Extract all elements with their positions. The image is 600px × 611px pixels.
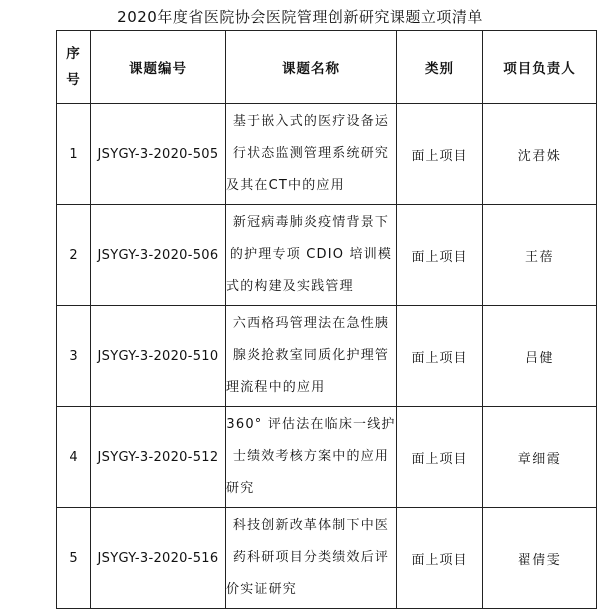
row-serial-number: 3	[57, 306, 91, 407]
row-project-lead: 王蓓	[483, 205, 597, 306]
row-serial-number: 4	[57, 407, 91, 508]
table-row	[57, 104, 597, 205]
row-serial-number: 5	[57, 508, 91, 609]
table-row	[57, 306, 597, 407]
row-project-name: 新冠病毒肺炎疫情背景下的护理专项 CDIO 培训模式的构建及实践管理	[226, 205, 397, 306]
header-serial-line2: 号	[66, 72, 81, 88]
row-project-code: JSYGY-3-2020-506	[91, 205, 226, 306]
page-title: 2020年度省医院协会医院管理创新研究课题立项清单	[117, 8, 483, 26]
row-serial-number: 2	[57, 205, 91, 306]
table-row	[57, 508, 597, 609]
row-project-code: JSYGY-3-2020-510	[91, 306, 226, 407]
row-category: 面上项目	[397, 508, 483, 609]
row-project-lead: 章细霞	[483, 407, 597, 508]
row-project-code: JSYGY-3-2020-512	[91, 407, 226, 508]
row-project-lead: 翟倩雯	[483, 508, 597, 609]
header-serial-line1: 序	[66, 46, 81, 62]
row-project-name: 科技创新改革体制下中医药科研项目分类绩效后评价实证研究	[226, 508, 397, 609]
header-project-lead: 项目负责人	[483, 31, 597, 104]
project-table	[56, 30, 597, 609]
row-project-code: JSYGY-3-2020-516	[91, 508, 226, 609]
header-project-name: 课题名称	[226, 31, 397, 104]
header-project-code: 课题编号	[91, 31, 226, 104]
row-serial-number: 1	[57, 104, 91, 205]
table-header-row	[57, 31, 597, 104]
table-row	[57, 205, 597, 306]
row-category: 面上项目	[397, 205, 483, 306]
row-category: 面上项目	[397, 407, 483, 508]
header-serial-number	[57, 31, 91, 104]
row-project-name: 基于嵌入式的医疗设备运行状态监测管理系统研究及其在CT中的应用	[226, 104, 397, 205]
row-project-lead: 沈君姝	[483, 104, 597, 205]
row-project-name: 360° 评估法在临床一线护士绩效考核方案中的应用研究	[226, 407, 397, 508]
row-category: 面上项目	[397, 306, 483, 407]
table-row	[57, 407, 597, 508]
row-project-lead: 吕健	[483, 306, 597, 407]
row-category: 面上项目	[397, 104, 483, 205]
row-project-name: 六西格玛管理法在急性胰腺炎抢救室同质化护理管理流程中的应用	[226, 306, 397, 407]
header-category: 类别	[397, 31, 483, 104]
row-project-code: JSYGY-3-2020-505	[91, 104, 226, 205]
